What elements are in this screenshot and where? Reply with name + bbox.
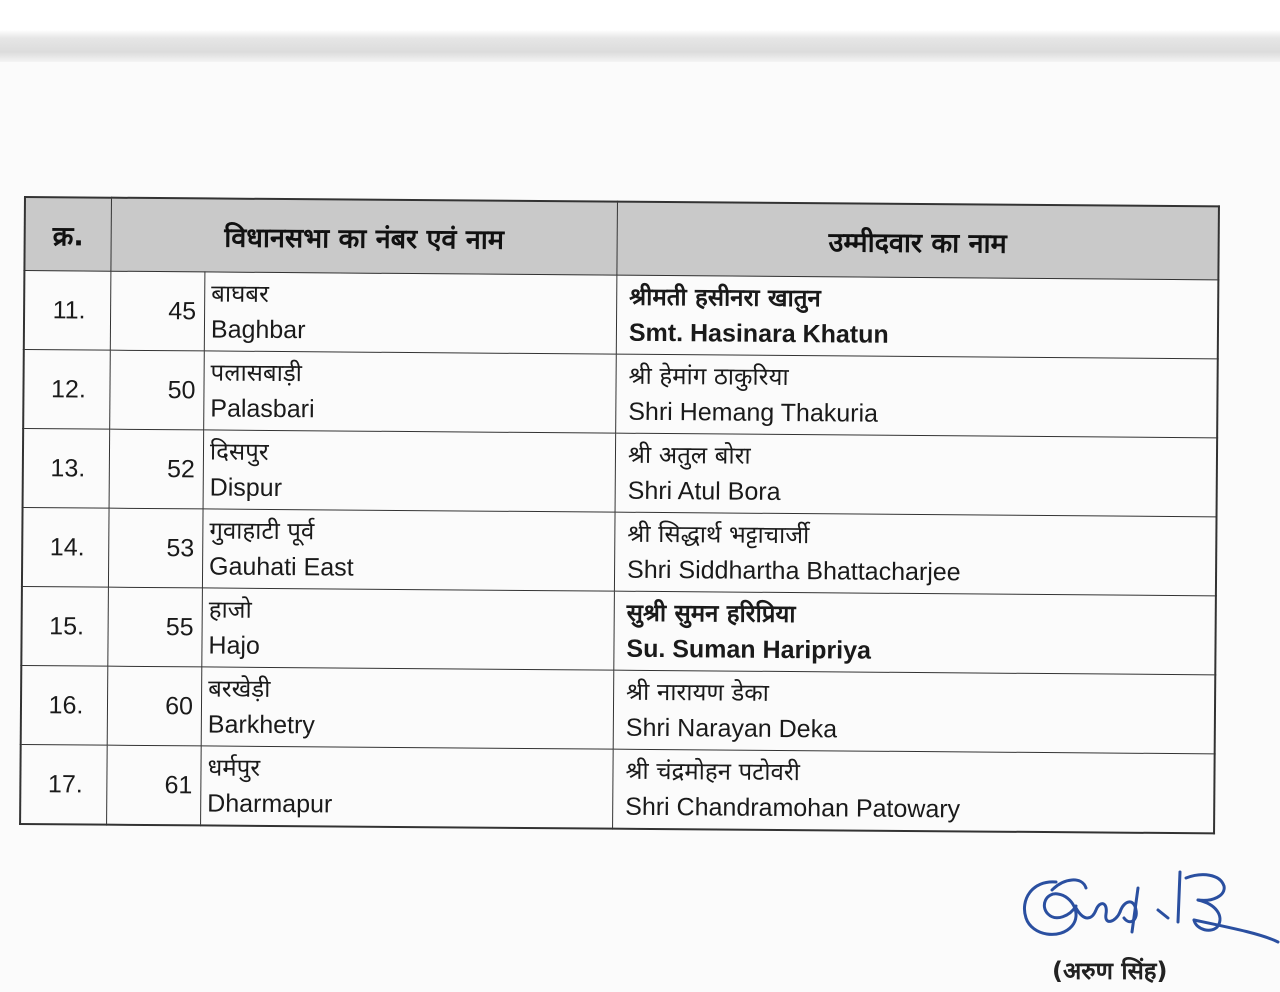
header-candidate: उम्मीदवार का नाम (617, 202, 1219, 280)
constituency-name-hindi: बाघबर (211, 279, 269, 308)
constituency-name-hindi: धर्मपुर (207, 753, 261, 782)
serial-cell (20, 744, 107, 824)
constituency-number-cell (107, 666, 202, 746)
signatory-name: (अरुण सिंह) (1052, 957, 1168, 985)
candidate-cell (613, 670, 1215, 754)
candidate-name-hindi: श्री हेमांग ठाकुरिया (628, 361, 789, 392)
serial-cell (22, 507, 109, 587)
table-row (22, 507, 1217, 595)
constituency-number-cell (108, 587, 203, 667)
table-row (23, 429, 1218, 517)
table-header-row (24, 197, 1219, 280)
constituency-name-cell (204, 351, 617, 433)
serial-number: 16. (48, 690, 84, 719)
header-serial: क्र. (24, 197, 111, 271)
serial-cell (21, 586, 108, 666)
table-body (20, 271, 1218, 834)
candidate-cell (614, 591, 1216, 675)
candidate-name-hindi: सुश्री सुमन हरिप्रिया (626, 598, 796, 629)
constituency-number: 52 (166, 454, 195, 483)
constituency-number-cell (108, 508, 203, 588)
constituency-name-english: Barkhetry (207, 710, 315, 740)
constituency-name-cell (202, 509, 615, 591)
candidate-table (19, 196, 1220, 834)
constituency-number-cell (107, 745, 202, 825)
candidate-cell (614, 512, 1216, 596)
candidate-cell (613, 749, 1215, 833)
candidate-cell (616, 354, 1218, 438)
candidate-list (19, 196, 1224, 834)
serial-cell (24, 271, 111, 351)
candidate-name-hindi: श्री अतुल बोरा (627, 440, 751, 470)
candidate-name-english: Shri Hemang Thakuria (628, 397, 879, 428)
table-row (20, 744, 1215, 833)
serial-number: 15. (49, 611, 85, 640)
serial-number: 14. (49, 532, 85, 561)
constituency-number: 55 (165, 612, 194, 641)
candidate-name-hindi: श्री सिद्धार्थ भट्टाचार्जी (627, 519, 810, 550)
candidate-name-hindi: श्री चंद्रमोहन पटोवरी (625, 756, 801, 787)
table-row (24, 271, 1219, 359)
constituency-name-hindi: दिसपुर (209, 437, 269, 466)
signature-image (1012, 860, 1280, 950)
header-constituency: विधानसभा का नंबर एवं नाम (111, 198, 618, 275)
constituency-name-english: Gauhati East (208, 552, 354, 582)
constituency-number: 60 (165, 691, 194, 720)
constituency-number: 50 (167, 375, 196, 404)
constituency-number-cell (110, 271, 205, 351)
candidate-name-english: Shri Narayan Deka (625, 713, 838, 744)
candidate-name-english: Su. Suman Haripriya (626, 634, 872, 665)
constituency-number: 53 (166, 533, 195, 562)
serial-cell (23, 429, 110, 509)
constituency-number: 45 (168, 296, 197, 325)
constituency-name-hindi: पलासबाड़ी (210, 358, 303, 388)
constituency-name-english: Dispur (209, 473, 283, 503)
constituency-name-english: Baghbar (210, 315, 306, 345)
constituency-number: 61 (164, 770, 193, 799)
constituency-number-cell (110, 350, 205, 430)
constituency-name-english: Hajo (208, 631, 261, 660)
candidate-name-hindi: श्रीमती हसीनरा खातुन (629, 282, 821, 313)
constituency-name-english: Dharmapur (207, 789, 333, 819)
serial-cell (23, 350, 110, 430)
constituency-name-cell (201, 746, 614, 829)
candidate-cell (615, 433, 1217, 517)
candidate-name-english: Shri Chandramohan Patowary (625, 792, 961, 824)
candidate-cell (616, 275, 1218, 359)
table-row (21, 586, 1216, 674)
serial-number: 17. (47, 769, 83, 798)
table-row (21, 665, 1216, 753)
constituency-name-cell (201, 667, 614, 749)
constituency-name-hindi: गुवाहाटी पूर्व (209, 516, 315, 546)
serial-cell (21, 665, 108, 745)
constituency-name-cell (203, 430, 616, 512)
constituency-number-cell (109, 429, 204, 509)
serial-number: 12. (50, 374, 86, 403)
constituency-name-cell (204, 272, 617, 354)
candidate-name-english: Smt. Hasinara Khatun (628, 318, 889, 349)
serial-number: 11. (52, 295, 86, 324)
table-row (23, 350, 1218, 438)
constituency-name-english: Palasbari (210, 394, 315, 424)
constituency-name-hindi: बरखेड़ी (208, 674, 271, 703)
constituency-name-cell (202, 588, 615, 670)
constituency-name-hindi: हाजो (208, 595, 252, 624)
page-top-edge (0, 0, 1280, 62)
serial-number: 13. (50, 453, 86, 482)
candidate-name-hindi: श्री नारायण डेका (626, 677, 770, 707)
candidate-name-english: Shri Siddhartha Bhattacharjee (626, 555, 961, 587)
candidate-name-english: Shri Atul Bora (627, 476, 781, 506)
